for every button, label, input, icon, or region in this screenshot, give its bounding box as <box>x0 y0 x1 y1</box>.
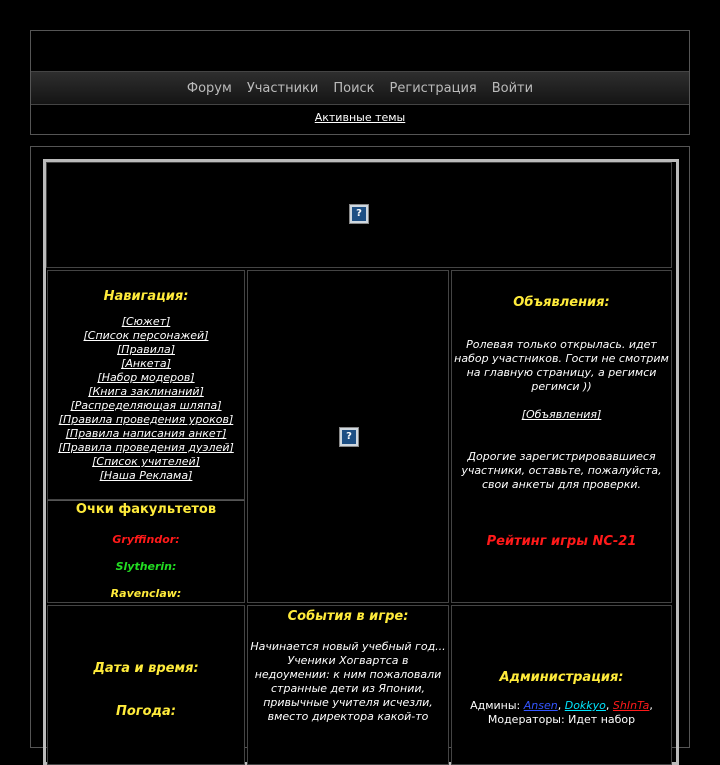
nav-link-ads[interactable]: [Наша Реклама] <box>99 469 193 482</box>
active-topics-link[interactable]: Активные темы <box>314 111 406 124</box>
administration-title: Администрация: <box>499 670 624 685</box>
nav-link-form[interactable]: [Анкета] <box>121 357 171 370</box>
banner-cell <box>46 162 672 268</box>
navigation-cell <box>47 270 245 500</box>
datetime-cell <box>47 605 245 765</box>
nav-members[interactable]: Участники <box>246 80 319 96</box>
main-content-box <box>30 146 690 748</box>
datetime-title: Дата и время: <box>93 661 199 676</box>
admin-dokkyo-link[interactable]: Dokkyo <box>564 699 606 712</box>
moderators-line: Модераторы: Идет набор <box>487 713 636 726</box>
weather-title: Погода: <box>115 704 176 719</box>
house-points-title: Очки факультетов <box>75 502 217 517</box>
nav-link-lesson-rules[interactable]: [Правила проведения уроков] <box>58 413 234 426</box>
events-text: Начинается новый учебный год... Ученики Хогвартса в недоумении: к ним пожаловали странные дети из Японии, привычные учителя исчезли, вместо директора какой-то <box>250 640 446 723</box>
nav-register[interactable]: Регистрация <box>389 80 477 96</box>
nav-link-form-rules[interactable]: [Правила написания анкет] <box>65 427 227 440</box>
content-frame <box>43 159 679 765</box>
admin-shinta-link[interactable]: ShInTa <box>612 699 650 712</box>
announcements-link[interactable]: [Объявления] <box>521 408 602 421</box>
nav-link-rules[interactable]: [Правила] <box>117 343 175 356</box>
nav-link-sorting-hat[interactable]: [Распределяющая шляпа] <box>70 399 222 412</box>
announcements-title: Объявления: <box>513 295 610 310</box>
nav-link-characters[interactable]: [Список персонажей] <box>83 329 209 342</box>
main-navbar <box>31 71 689 105</box>
active-topics-bar <box>31 111 689 124</box>
nav-forum[interactable]: Форум <box>186 80 232 96</box>
events-cell <box>247 605 449 765</box>
broken-image-icon: ? <box>349 204 369 224</box>
registered-users-notice: Дорогие зарегистрировавшиеся участники, оставьте, пожалуйста, свои анкеты для проверки. <box>461 450 662 491</box>
gryffindor-score: Gryffindor: <box>112 533 180 546</box>
admins-label: Админы: <box>470 699 521 712</box>
nav-link-plot[interactable]: [Сюжет] <box>121 315 171 328</box>
broken-image-icon: ? <box>339 427 359 447</box>
center-image-cell <box>247 270 449 603</box>
nav-login[interactable]: Войти <box>491 80 534 96</box>
events-title: События в игре: <box>287 609 409 624</box>
administration-cell <box>451 605 672 765</box>
navigation-title: Навигация: <box>103 289 189 304</box>
slytherin-score: Slytherin: <box>115 560 177 573</box>
nav-link-duel-rules[interactable]: [Правила проведения дуэлей] <box>58 441 234 454</box>
admin-ansen-link[interactable]: Ansen <box>523 699 558 712</box>
game-rating: Рейтинг игры NC-21 <box>486 534 637 549</box>
house-points-cell <box>47 500 245 603</box>
announcements-cell <box>451 270 672 603</box>
nav-link-moderators[interactable]: [Набор модеров] <box>97 371 195 384</box>
nav-link-teachers[interactable]: [Список учителей] <box>92 455 200 468</box>
admins-line: Админы: Ansen, Dokkyo, ShInTa, <box>470 699 653 712</box>
nav-link-spellbook[interactable]: [Книга заклинаний] <box>88 385 204 398</box>
announcements-link-wrap <box>452 408 671 422</box>
header-box <box>30 30 690 135</box>
nav-search[interactable]: Поиск <box>333 80 375 96</box>
announcement-text: Ролевая только открылась. идет набор участников. Гости не смотрим на главную страницу, а регимси регимси )) <box>454 338 669 393</box>
ravenclaw-score: Ravenclaw: <box>110 587 182 600</box>
navigation-links <box>48 315 244 483</box>
